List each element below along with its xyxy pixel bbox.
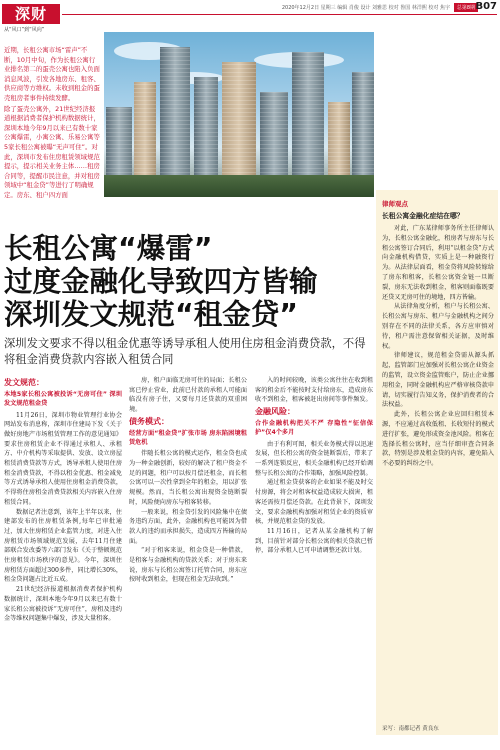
- article-column-3: [255, 376, 373, 556]
- article-paragraph: 11月16日，记者从某金融机构了解到，目前针对部分长租公寓的相关贷款已暂停，部分承租人已可申请调整还款计划。: [255, 527, 373, 555]
- sidebar-kicker: 律师观点: [382, 200, 408, 208]
- article-paragraph: 房，租户面临无房可住的局面；长租公寓已停止营业，此前已付款的承租人可能面临没有房子住，又要每月还贷款的双重困境。: [129, 377, 247, 414]
- sidebar-question: 长租公寓金融化症结在哪？: [382, 212, 464, 220]
- article-paragraph: 21世纪经济报道根据消费者保护机构数据统计，深圳本地今年9月以来已有数十家长租公寓被投诉“无房可住”，房租及违约金等维权问题集中爆发，涉及大量租客。: [4, 586, 122, 623]
- article-column-1: [4, 376, 122, 624]
- header-rule: [62, 14, 497, 15]
- main-headline: [4, 232, 376, 331]
- sidebar-paragraph: 从法律角度分析，租户与长租公寓、长租公寓与房东、租户与金融机构之间分别存在不同的法律关系，各方应审慎对待，租户需注意保留相关证据，及时维权。: [382, 303, 494, 350]
- article-paragraph: 由于有利可图，相关业务模式得以迅速发展，但长租公寓的资金链断裂后，带来了一系列连锁反应，相关金融机构已经开始调整与长租公寓的合作策略，加强风险控制。: [255, 440, 373, 477]
- article-paragraph: 一般来说，租金贷引发的风险集中在债务违约方面，此外，金融机构也可能因为借款人的违约而承担损失，造成四方皆输的局面。: [129, 508, 247, 545]
- subheadline-deck: 深圳发文要求不得以租金优惠等诱导承租人使用住房租金消费贷款，不得将租金消费贷款内容嵌入租赁合同: [4, 337, 366, 366]
- folio-tag: 总第8期: [454, 3, 478, 12]
- article-paragraph: 通过租金贷获客的企业如果不能及时交付房源，将会对租客权益造成较大损害，租客还需按月偿还贷款。在此背景下，深圳发文，要求金融机构加强对租赁企业的资质审核，并规范租金贷的发放。: [255, 479, 373, 526]
- sidebar-paragraph: 律师建议，规范租金贷需从源头抓起，监管部门应加强对长租公寓企业资金的监管，设立资金监管账户，防止企业挪用租金，同时金融机构应严格审核贷款申请，切实履行告知义务，保护消费者的合法权益。: [382, 352, 494, 409]
- intro-paragraph: 近期，长租公寓市场“雷声”不断，10月中旬，作为长租公寓行业排名第二的蛋壳公寓也陷入负面消息风波，引发各地房东、租客、供应商等方维权。未收到租金的蛋壳租房者事件持续发酵。: [4, 46, 100, 102]
- hero-photo: [104, 32, 374, 197]
- column-heading: 金融风险：: [255, 407, 295, 417]
- article-paragraph: 数据记者注意到，该年上半年以来，住建部发布的住房租赁条例,每年已审批通过，加大住房租赁企业监管力度，对进入住房租赁市场领域规范发展，去年11月住建部联合发改委等六部门发布《关于整顿规范住房租赁市场秩序的意见》。今年，深圳住房租赁方面超过300多件，同比增长30%，租金贷问题占比近五成。: [4, 508, 122, 584]
- article-paragraph: 伴随长租公寓的模式运作，租金贷也成为一种金融创新，较好的解决了租户资金不足的问题，租户可以按月偿还租金，而长租公寓可以一次性拿到全年的租金，用以扩张规模。然而，当长租公寓出现资金链断裂时，风险便向房东与租客转移。: [129, 450, 247, 506]
- folio-line: 2020年12月2日 星期三 编辑 肖俊 设计 刘雅思 校对 鲁国 林洋熙 校对 焦宇: [281, 5, 450, 11]
- section-title: 深财: [2, 4, 60, 24]
- article-paragraph: 11月26日，深圳市物业管理行业协会网站发布消息称，深圳市住建局下发《关于做好房地产市场租赁管理工作的意见通知》要求住房租赁企业不得通过承租人、承租方、中介机构等采取提供、发放、设立房屋租赁消费贷款等方式，诱导承租人使用住房租金消费贷款，不得以租金优惠、租金减免等方式诱导承租人使用住房租金消费贷款，不得将住房租金消费贷款相关内容嵌入住房租赁合同。: [4, 411, 122, 506]
- column-subheading: 经营方面“租金贷”扩张市场 房东陷困境租赁危机: [129, 429, 247, 446]
- column-heading: 债务模式：: [129, 416, 169, 426]
- headline-line-1: 长租公寓“爆雷”: [4, 232, 213, 265]
- sidebar-body: [382, 224, 494, 469]
- headline-line-3: 深圳发文规范“租金贷”: [4, 298, 298, 331]
- sidebar-paragraph: 此外，长租公寓企业应回归租赁本源，不应通过高收低租、长收短付的模式进行扩张，避免形成资金池风险。租客在选择长租公寓时，应当仔细审查合同条款，特别是涉及租金贷的内容，避免陷入不必要的纠纷之中。: [382, 411, 494, 468]
- article-column-2: [129, 376, 247, 585]
- masthead: [0, 0, 500, 33]
- column-heading: 发文规范：: [4, 378, 44, 387]
- intro-paragraph: 除了蛋壳公寓外，21世纪经济报道根据消费者保护机构数据统计，深圳本地今年9月以来已有数十家公寓爆雷，小寓公寓、乐易公寓等5家长租公寓被曝“无声可住”。对此，深圳市发布住房租赁领域规范提示，提示相关业务主体……租房合同等，提醒市民注意，并对租房领域中“租金贷”等进行了明确规定。房东、租户四方面: [4, 104, 100, 199]
- headline-line-2: 过度金融化导致四方皆输: [4, 265, 318, 298]
- sidebar-byline: 采写：南都记者 黄良东: [382, 726, 439, 732]
- intro-summary: [4, 46, 100, 202]
- section-subtitle: 从“风口”到“风向”: [4, 27, 45, 33]
- article-paragraph: “对于租客来说，租金贷是一种借款，是租客与金融机构的贷款关系；对于房东来说，房东与长租公寓签订托管合同，房东应按时收到租金，但现在租金无法收到。”: [129, 547, 247, 584]
- page-number: B07: [475, 1, 497, 12]
- column-subheading: 合作金融机构把关不严 存隐性“征信保护”仅4个多月: [255, 419, 373, 437]
- column-subheading: 本地5家长租公寓被投诉“无房可住” 深圳发文规范租金贷: [4, 390, 122, 408]
- article-paragraph: 入的时间较晚，该类公寓往往在收到租客的租金后不能按时支付给房东，造成房东收不到租金，租客被赶出房间等事件频发。: [255, 377, 373, 404]
- sidebar-paragraph: 对此，广东某律师事务所主任律师认为，长租公寓金融化，租房者与房东与长租公寓签订合同后，利用“以租金贷”方式向金融机构借贷，实质上是一种融资行为。从法律层面看，租金贷将风险转嫁给了房东和租客，长租公寓资金链一旦断裂，房东无法收到租金，租客则面临既要还贷又无房可住的境地，四方皆输。: [382, 225, 494, 301]
